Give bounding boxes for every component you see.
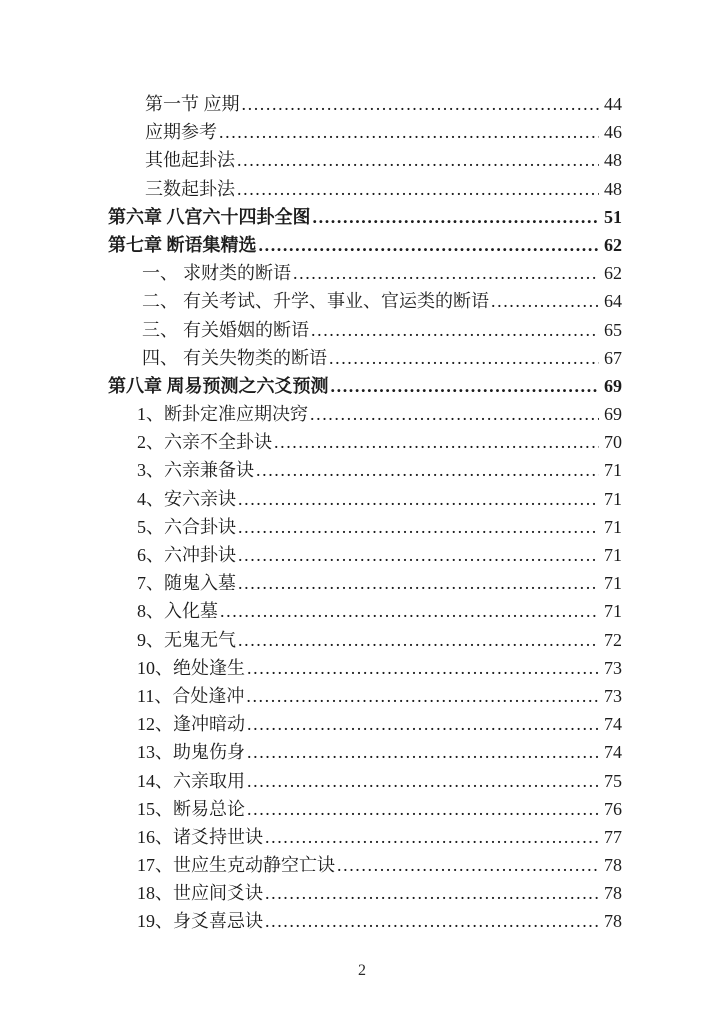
toc-leader-dots [236,573,599,594]
toc-leader-dots [263,827,599,848]
toc-entry-title: 4、安六亲诀 [137,488,236,509]
toc-entry [108,597,622,625]
toc-entry [108,400,622,428]
toc-entry-title: 有关婚姻的断语 [183,319,309,340]
toc-entry-page: 70 [604,432,622,453]
toc-entry-title: 15、断易总论 [137,798,245,819]
toc-leader-dots [308,404,599,425]
toc-entry [108,344,622,372]
toc-entry-title: 第七章 断语集精选 [108,234,257,255]
toc-entry-title: 有关考试、升学、事业、官运类的断语 [183,291,489,312]
toc-entry-prefix: 四、 [142,347,178,368]
toc-leader-dots [327,348,599,369]
toc-entry-page: 73 [604,685,622,706]
toc-list [108,90,622,936]
toc-entry-page: 64 [604,291,622,312]
toc-entry [108,146,622,174]
toc-entry-title: 12、逢冲暗动 [137,714,245,735]
toc-entry-title: 8、入化墓 [137,601,218,622]
toc-entry-page: 72 [604,629,622,650]
page-number: 2 [358,962,366,979]
toc-entry-title: 11、合处逢冲 [137,685,245,706]
toc-entry-page: 71 [604,545,622,565]
toc-entry-page: 74 [604,714,622,735]
toc-entry-page: 71 [604,601,622,622]
toc-entry-title: 2、六亲不全卦诀 [137,432,272,453]
toc-entry-page: 62 [604,263,622,284]
toc-entry-title: 其他起卦法 [145,150,235,171]
toc-entry [108,175,622,203]
toc-entry [108,569,622,597]
toc-entry-title: 9、无鬼无气 [137,629,236,650]
toc-entry [108,231,622,259]
toc-entry [108,428,622,456]
toc-entry-page: 48 [604,150,622,171]
toc-leader-dots [263,911,599,932]
toc-entry-title: 19、身爻喜忌诀 [137,911,263,932]
toc-entry [108,372,622,400]
toc-entry-prefix: 一、 [142,263,178,284]
toc-entry [108,203,622,231]
toc-entry-page: 74 [604,742,622,763]
toc-entry-page: 65 [604,319,622,340]
toc-entry [108,710,622,738]
toc-leader-dots [245,658,599,679]
toc-leader-dots [236,630,599,651]
toc-leader-dots [245,742,599,763]
toc-entry [108,795,622,823]
toc-entry-page: 46 [604,122,622,143]
toc-entry [108,456,622,484]
toc-entry-title: 10、绝处逢生 [137,657,245,678]
toc-entry-page: 69 [604,375,622,396]
toc-leader-dots [257,235,600,256]
toc-leader-dots [309,320,599,341]
toc-entry [108,682,622,710]
toc-entry [108,823,622,851]
toc-entry-title: 14、六亲取用 [137,770,245,791]
toc-entry [108,316,622,344]
toc-entry-page: 78 [604,883,622,904]
toc-entry-page: 44 [604,94,622,114]
toc-entry [108,541,622,569]
toc-entry [108,626,622,654]
toc-leader-dots [236,517,599,538]
toc-leader-dots [235,179,599,200]
toc-entry-title: 三数起卦法 [145,178,235,199]
toc-entry-title: 第八章 周易预测之六爻预测 [108,375,329,396]
toc-entry-title: 第六章 八宫六十四卦全图 [108,206,311,227]
toc-entry-title: 18、世应间爻诀 [137,883,263,904]
toc-entry-page: 75 [604,770,622,791]
toc-leader-dots [244,686,599,707]
toc-entry [108,851,622,879]
toc-entry [108,738,622,766]
toc-entry [108,259,622,287]
toc-leader-dots [240,94,600,115]
toc-entry-title: 13、助鬼伤身 [137,742,245,763]
toc-entry-title: 应期参考 [145,122,217,143]
toc-entry [108,287,622,315]
toc-entry-prefix: 三、 [142,319,178,340]
toc-entry-title: 1、断卦定准应期决窍 [137,404,308,425]
toc-entry-title: 17、世应生克动静空亡诀 [137,855,335,876]
toc-entry-page: 78 [604,911,622,932]
toc-entry-page: 67 [604,347,622,368]
toc-entry-title: 5、六合卦诀 [137,516,236,537]
toc-entry-page: 76 [604,798,622,819]
toc-leader-dots [291,263,599,284]
toc-entry-title: 有关失物类的断语 [183,347,327,368]
toc-leader-dots [236,545,599,566]
toc-leader-dots [311,207,600,228]
toc-entry [108,513,622,541]
toc-entry-title: 7、随鬼入墓 [137,573,236,594]
toc-leader-dots [235,150,599,171]
toc-entry [108,654,622,682]
toc-entry-page: 51 [604,206,622,227]
toc-entry-title: 16、诸爻持世诀 [137,826,263,847]
toc-entry-title: 6、六冲卦诀 [137,545,236,565]
toc-leader-dots [335,855,599,876]
toc-entry-title: 求财类的断语 [183,263,291,284]
toc-leader-dots [329,376,600,397]
toc-leader-dots [489,291,599,312]
toc-entry-page: 73 [604,657,622,678]
toc-leader-dots [254,460,599,481]
toc-entry [108,767,622,795]
toc-leader-dots [245,714,599,735]
toc-entry-page: 78 [604,855,622,876]
toc-leader-dots [245,799,599,820]
toc-entry [108,485,622,513]
page-number-footer [0,962,724,980]
toc-entry-page: 48 [604,178,622,199]
toc-leader-dots [236,489,599,510]
toc-entry-page: 71 [604,573,622,594]
toc-entry-page: 71 [604,488,622,509]
toc-entry-page: 62 [604,234,622,255]
toc-entry-prefix: 二、 [142,291,178,312]
toc-leader-dots [263,883,599,904]
toc-entry [108,118,622,146]
toc-entry [108,907,622,935]
toc-entry-title: 3、六亲兼备诀 [137,460,254,481]
toc-leader-dots [245,771,599,792]
toc-leader-dots [218,601,599,622]
toc-entry [108,879,622,907]
toc-entry-page: 71 [604,516,622,537]
toc-entry-page: 69 [604,404,622,425]
toc-entry [108,90,622,118]
toc-entry-page: 77 [604,826,622,847]
toc-leader-dots [217,122,599,143]
toc-leader-dots [272,432,599,453]
toc-entry-page: 71 [604,460,622,481]
toc-entry-title: 第一节 应期 [145,94,240,114]
